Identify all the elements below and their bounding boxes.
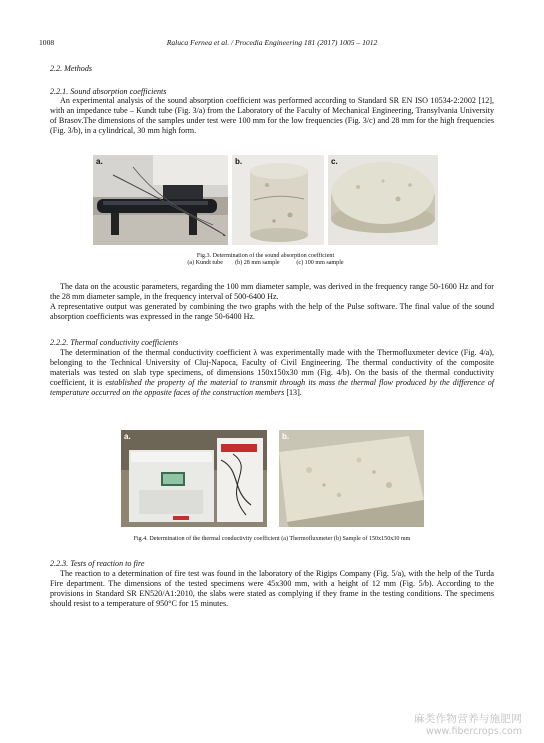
figure-4b-label: b. — [282, 432, 290, 441]
figure-4b-slab-sample — [279, 430, 424, 527]
figure-3-caption-line2: (a) Kundt tube (b) 28 mm sample (c) 100 mm sample — [187, 260, 344, 267]
figure-3-caption — [93, 253, 438, 268]
page-number: 1008 — [39, 38, 55, 47]
watermark-chinese: 麻类作物营养与施肥网 — [414, 713, 522, 725]
section-heading-methods: 2.2. Methods — [50, 64, 93, 73]
watermark-url: www.fibercrops.com — [426, 726, 523, 737]
figure-3b-28mm-sample — [232, 155, 324, 245]
figure-3b-label: b. — [235, 157, 243, 166]
subsection-heading-thermal: 2.2.2. Thermal conductivity coefficients — [50, 338, 179, 347]
figure-4-caption: Fig.4. Determination of the thermal conductivity coefficient (a) Thermofluxmeter (b) Sample of 150x150x30 mm — [133, 536, 411, 542]
subsection-heading-fire: 2.2.3. Tests of reaction to fire — [50, 559, 145, 568]
subsection-heading-sound: 2.2.1. Sound absorption coefficients — [50, 87, 167, 96]
paragraph-reaction-to-fire: The reaction to a determination of fire test was found in the laboratory of the Rigips Company (Fig. 5/a), with the help of the Turda Fire department. The dimensions of the tested specimens were 45x300 mm, with a height of 12 mm (Fig. 5/b). According to the provisions in Standard SR EN520/A1:2010, the slabs were stated as complying if they frame in the testing conditions. The specimens should resist to a temperature of 950°C for 15 minutes. — [50, 569, 494, 608]
paragraph-representative-output: A representative output was generated by combining the two graphs with the help of the Pulse software. The final value of the sound absorption coefficients was expressed in the range 50-6400 Hz. — [50, 302, 494, 321]
paragraph-thermal-text: The determination of the thermal conductivity coefficient λ was experimentally made with the Thermofluxmeter device (Fig. 4/a), belonging to the Technical University of Cluj-Napoca, Faculty of Civil Engineering. The thermal conductivity of the composite materials was tested on slab type specimens, of dimensions 150x150x30 mm (Fig. 4/b). On the basis of the thermal conductivity coefficient, it is — [50, 348, 494, 387]
figure-4a-label: a. — [124, 432, 131, 441]
running-title: Raluca Fernea et al. / Procedia Engineering 181 (2017) 1005 – 1012 — [166, 38, 378, 47]
figure-4a-thermofluxmeter — [121, 430, 267, 527]
paragraph-sound-absorption: An experimental analysis of the sound absorption coefficient was performed according to Standard SR EN ISO 10534-2:2002 [12], with an impedance tube – Kundt tube (Fig. 3/a) from the Laboratory of the Faculty of Mechanical Engineering, Transylvania University of Brasov.The dimensions of the samples under test were 100 mm for the low frequencies (Fig. 3/c) and 28 mm for the high frequencies (Fig. 3/b), in a cylindrical, 30 mm high form. — [50, 96, 494, 135]
figure-3a-label: a. — [96, 157, 103, 166]
paragraph-thermal-italic: established the property of the material to transmit through its mass the thermal flow produced by the difference of temperature occurred on the opposite faces of the construction members — [50, 377, 494, 397]
paragraph-thermal-conductivity — [50, 348, 494, 398]
figure-3-caption-line1: Fig.3. Determination of the sound absorption coefficient — [196, 253, 335, 259]
paragraph-acoustic-data: The data on the acoustic parameters, regarding the 100 mm diameter sample, was derived in the frequency range 50-1600 Hz and for the 28 mm diameter sample, in the frequency interval of 500-6400 Hz. — [50, 282, 494, 301]
figure-3a-kundt-tube — [93, 155, 228, 245]
figure-3c-100mm-sample — [328, 155, 438, 245]
figure-3c-label: c. — [331, 157, 338, 166]
paragraph-thermal-reference: [13]. — [284, 387, 302, 397]
